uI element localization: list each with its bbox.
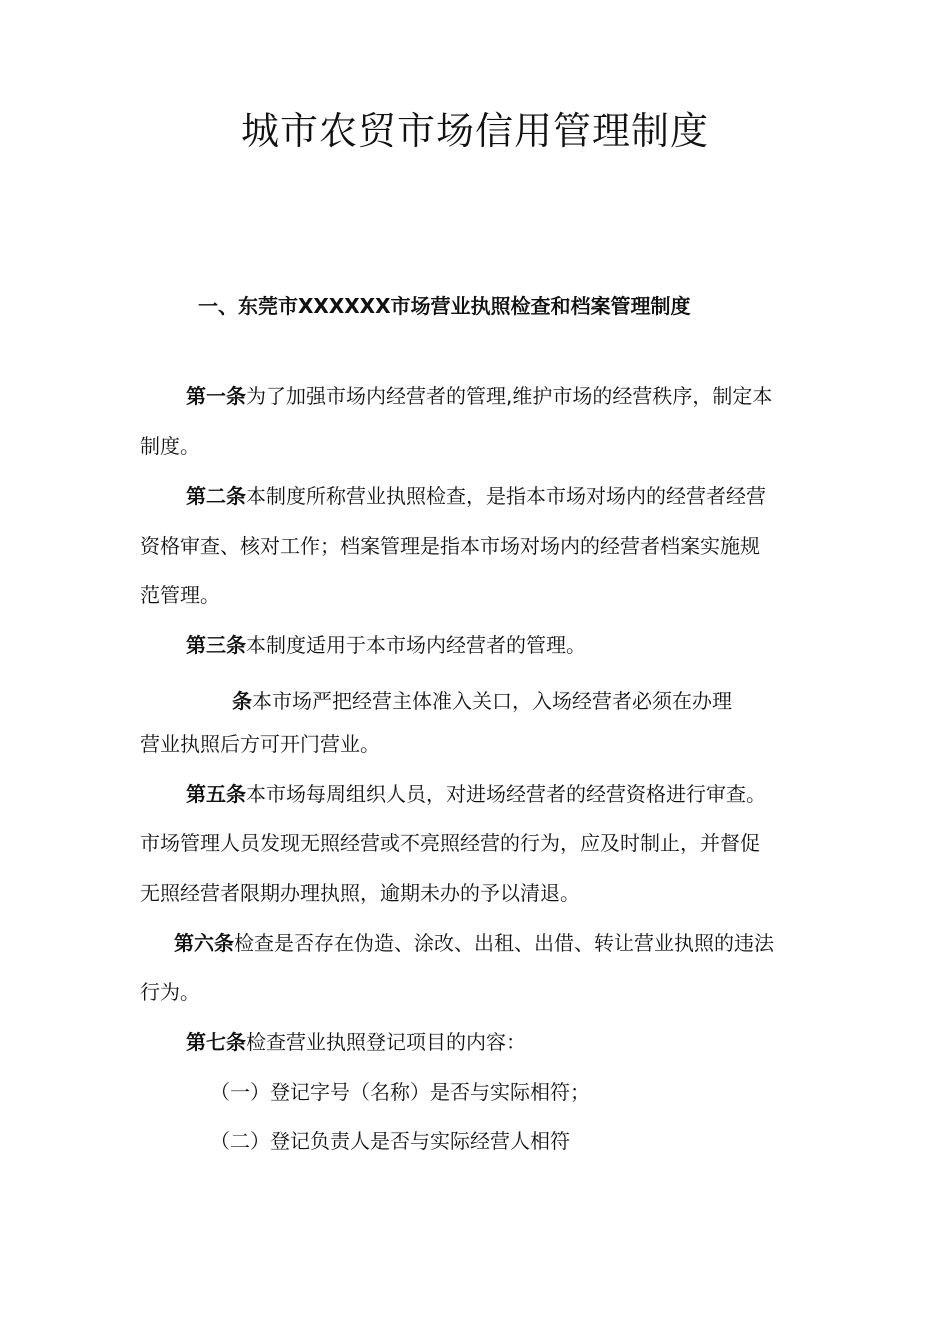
article-6-label: 第六条 — [174, 931, 234, 955]
document-title: 城市农贸市场信用管理制度 — [240, 109, 709, 153]
article-1-line-2: 制度。 — [140, 434, 200, 458]
article-1-text: 为了加强市场内经营者的管理,维护市场的经营秩序，制定本 — [246, 384, 773, 408]
section-heading: 一、东莞市XXXXXX市场营业执照检查和档案管理制度 — [198, 294, 691, 318]
article-6-text: 检查是否存在伪造、涂改、出租、出借、转让营业执照的违法 — [234, 931, 774, 955]
article-7-item-1: （一）登记字号（名称）是否与实际相符； — [210, 1080, 590, 1104]
article-7-text: 检查营业执照登记项目的内容： — [246, 1030, 526, 1054]
article-4-label: 条 — [232, 689, 252, 713]
article-5-line-3: 无照经营者限期办理执照，逾期未办的予以清退。 — [140, 881, 580, 905]
article-5-label: 第五条 — [186, 782, 246, 806]
article-2-line-1 — [186, 482, 766, 510]
article-7-label: 第七条 — [186, 1030, 246, 1054]
article-6-line-2: 行为。 — [140, 980, 200, 1004]
article-5-line-2: 市场管理人员发现无照经营或不亮照经营的行为，应及时制止，并督促 — [140, 831, 760, 855]
article-5-text: 本市场每周组织人员，对进场经营者的经营资格进行审查。 — [246, 782, 766, 806]
article-2-line-2: 资格审查、核对工作；档案管理是指本市场对场内的经营者档案实施规 — [140, 534, 760, 558]
article-4-line-1 — [232, 687, 732, 715]
article-5-line-1 — [186, 780, 766, 808]
article-3-text: 本制度适用于本市场内经营者的管理。 — [246, 633, 586, 657]
article-2-text: 本制度所称营业执照检查，是指本市场对场内的经营者经营 — [246, 484, 766, 508]
article-7-line-1 — [186, 1028, 526, 1056]
article-6-line-1 — [174, 929, 774, 957]
article-2-label: 第二条 — [186, 484, 246, 508]
article-1-line-1 — [186, 382, 772, 410]
article-1-label: 第一条 — [186, 384, 246, 408]
article-4-text: 本市场严把经营主体准入关口，入场经营者必须在办理 — [252, 689, 732, 713]
article-3-line-1 — [186, 631, 586, 659]
article-4-line-2: 营业执照后方可开门营业。 — [140, 732, 380, 756]
article-3-label: 第三条 — [186, 633, 246, 657]
article-2-line-3: 范管理。 — [140, 583, 220, 607]
article-7-item-2: （二）登记负责人是否与实际经营人相符 — [210, 1129, 570, 1153]
